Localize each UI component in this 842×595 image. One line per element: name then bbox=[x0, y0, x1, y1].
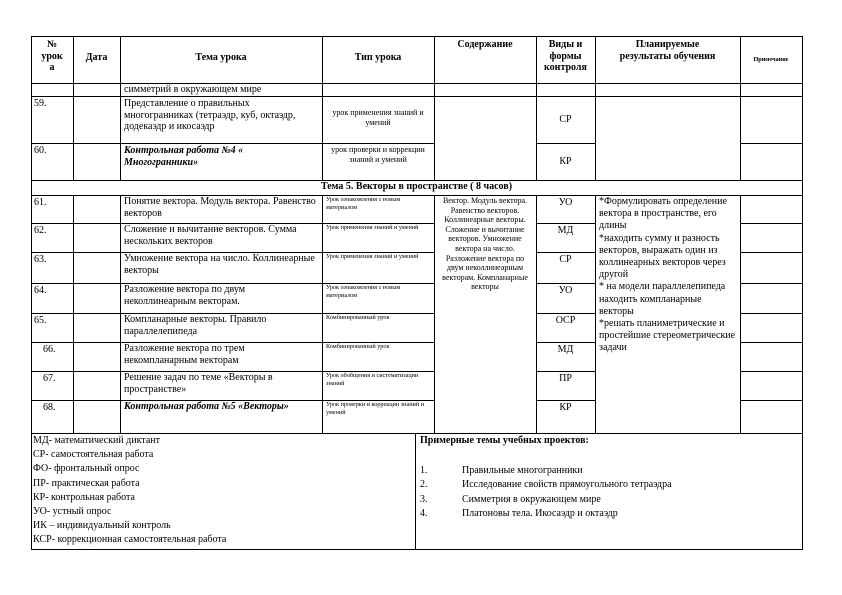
row-type: Урок обобщения и систематизации знаний bbox=[326, 372, 419, 388]
table-rule bbox=[31, 36, 803, 37]
row-type: Урок применения знаний и умений bbox=[326, 224, 419, 231]
row-form: МД bbox=[557, 344, 574, 355]
table-rule bbox=[740, 252, 803, 253]
table-rule bbox=[595, 195, 596, 433]
table-rule bbox=[536, 400, 595, 401]
table-rule bbox=[415, 433, 416, 549]
row-type: урок применения знаний и умений bbox=[332, 108, 424, 127]
legend-item: КСР- коррекционная самостоятельная работа bbox=[33, 534, 227, 546]
table-rule bbox=[802, 36, 803, 180]
header-topic: Тема урока bbox=[195, 52, 247, 63]
table-rule bbox=[740, 371, 803, 372]
table-rule bbox=[73, 195, 74, 433]
row-num: 59. bbox=[34, 98, 47, 109]
row-topic: Понятие вектора. Модуль вектора. Равенство векторов bbox=[124, 196, 316, 219]
row-topic: Представление о правильных многогранниках (тетраэдр, куб, октаэдр, додекаэдр и икосаэдр bbox=[124, 98, 296, 132]
header-results: Планируемые результаты обучения bbox=[619, 39, 716, 62]
row-topic: Контрольная работа №4 « Многогранники» bbox=[124, 145, 244, 168]
row-topic: Решение задач по теме «Векторы в пространстве» bbox=[124, 372, 273, 395]
row-form: ПР bbox=[559, 373, 572, 384]
row-form: КР bbox=[559, 402, 572, 413]
row-num: 60. bbox=[34, 145, 47, 156]
table-rule bbox=[740, 313, 803, 314]
header-num: № урок а bbox=[41, 39, 63, 73]
row-form: УО bbox=[558, 197, 573, 208]
row-num: 66. bbox=[43, 344, 56, 355]
row-form: СР bbox=[559, 254, 572, 265]
project-number: 1. bbox=[420, 465, 428, 476]
table-rule bbox=[536, 371, 595, 372]
table-rule bbox=[536, 143, 595, 144]
project-title: Симметрия в окружающем мире bbox=[462, 493, 601, 505]
table-rule bbox=[536, 342, 595, 343]
legend-item: МД- математический диктант bbox=[33, 435, 160, 446]
row-topic: Разложение вектора по трем некомпланарным векторам bbox=[124, 343, 245, 366]
row-num: 62. bbox=[34, 225, 47, 236]
row-form: СР bbox=[559, 113, 572, 125]
table-rule bbox=[434, 195, 435, 433]
row-type: Комбинированный урок bbox=[326, 343, 390, 350]
table-rule bbox=[31, 143, 434, 144]
legend-item: ИК – индивидуальный контроль bbox=[33, 520, 171, 532]
table-rule bbox=[802, 195, 803, 433]
table-rule bbox=[536, 313, 595, 314]
row-num: 68. bbox=[43, 402, 56, 413]
row-type: Урок ознакомления с новым материалом bbox=[326, 284, 401, 300]
projects-title: Примерные темы учебных проектов: bbox=[420, 435, 589, 446]
header-type: Тип урока bbox=[354, 52, 402, 63]
legend-item: УО- устный опрос bbox=[33, 506, 112, 517]
project-number: 2. bbox=[420, 479, 428, 491]
table-rule bbox=[120, 195, 121, 433]
table-rule bbox=[802, 433, 803, 549]
table-rule bbox=[740, 342, 803, 343]
header-forms: Виды и формы контроля bbox=[544, 39, 587, 73]
table-rule bbox=[740, 195, 741, 433]
header-date: Дата bbox=[85, 52, 108, 63]
row-type: Комбинированный урок bbox=[326, 314, 390, 321]
row-form: КР bbox=[559, 155, 572, 167]
table-rule bbox=[740, 400, 803, 401]
project-title: Исследование свойств прямоугольного тетраэдра bbox=[462, 479, 672, 491]
row-num: 64. bbox=[34, 285, 47, 296]
header-notes: Примечание bbox=[753, 56, 789, 63]
legend-item: КР- контрольная работа bbox=[33, 491, 135, 503]
legend-item: ПР- практическая работа bbox=[33, 477, 140, 489]
project-title: Правильные многогранники bbox=[462, 465, 583, 476]
table-rule bbox=[434, 36, 435, 180]
table-rule bbox=[322, 195, 323, 433]
table-rule bbox=[740, 283, 803, 284]
row-topic: Умножение вектора на число. Коллинеарные векторы bbox=[124, 253, 315, 276]
row-num: 67. bbox=[43, 373, 56, 384]
legend-item: ФО- фронтальный опрос bbox=[33, 463, 140, 475]
content-text: Вектор. Модуль вектора. Равенство векторов. Коллинеарные векторы. Сложение и вычитание векторов. Умножение вектора на число. Разложение вектора по двум неколлинеарным векторам. Компланарные векторы bbox=[442, 196, 528, 292]
row-topic: Сложение и вычитание векторов. Сумма нескольких векторов bbox=[124, 224, 297, 247]
table-rule bbox=[31, 549, 803, 550]
header-content: Содержание bbox=[457, 39, 513, 50]
row-form: ОСР bbox=[555, 315, 576, 326]
row-num: 63. bbox=[34, 254, 47, 265]
project-number: 3. bbox=[420, 493, 428, 505]
row-type: урок проверки и коррекции знаний и умений bbox=[331, 145, 425, 164]
row-num: 65. bbox=[34, 315, 47, 326]
row-topic: Компланарные векторы. Правило параллелепипеда bbox=[124, 314, 267, 337]
table-rule bbox=[536, 223, 595, 224]
project-title: Платоновы тела. Икосаэдр и октаэдр bbox=[462, 507, 618, 519]
row-form: УО bbox=[558, 285, 573, 296]
row-num: 61. bbox=[34, 197, 47, 208]
carry-topic: симметрий в окружающем мире bbox=[124, 84, 262, 95]
row-type: Урок проверки и коррекции знаний и умений bbox=[326, 401, 425, 417]
table-rule bbox=[740, 223, 803, 224]
row-type: Урок ознакомления с новым материалом bbox=[326, 196, 401, 212]
results-text: *Формулировать определение вектора в пространстве, его длины *находить сумму и разность векторов, выражать один из коллинеарных векторов через другой * на модели параллелепипеда находить компланарные векторы *решать планиметрические и простейшие стереометрические задачи bbox=[599, 196, 736, 354]
row-topic: Контрольная работа №5 «Векторы» bbox=[124, 401, 289, 412]
row-type: Урок применения знаний и умений bbox=[326, 253, 419, 260]
section-title: Тема 5. Векторы в пространстве ( 8 часов) bbox=[320, 181, 513, 192]
row-topic: Разложение вектора по двум неколлинеарным векторам. bbox=[124, 284, 246, 307]
table-rule bbox=[740, 143, 803, 144]
table-rule bbox=[802, 180, 803, 195]
table-rule bbox=[31, 433, 32, 549]
table-rule bbox=[31, 96, 803, 97]
table-rule bbox=[31, 433, 803, 434]
table-rule bbox=[31, 195, 32, 433]
table-rule bbox=[536, 283, 595, 284]
table-rule bbox=[536, 252, 595, 253]
row-form: МД bbox=[557, 225, 574, 236]
project-number: 4. bbox=[420, 507, 428, 519]
legend-item: СР- самостоятельная работа bbox=[33, 449, 154, 461]
